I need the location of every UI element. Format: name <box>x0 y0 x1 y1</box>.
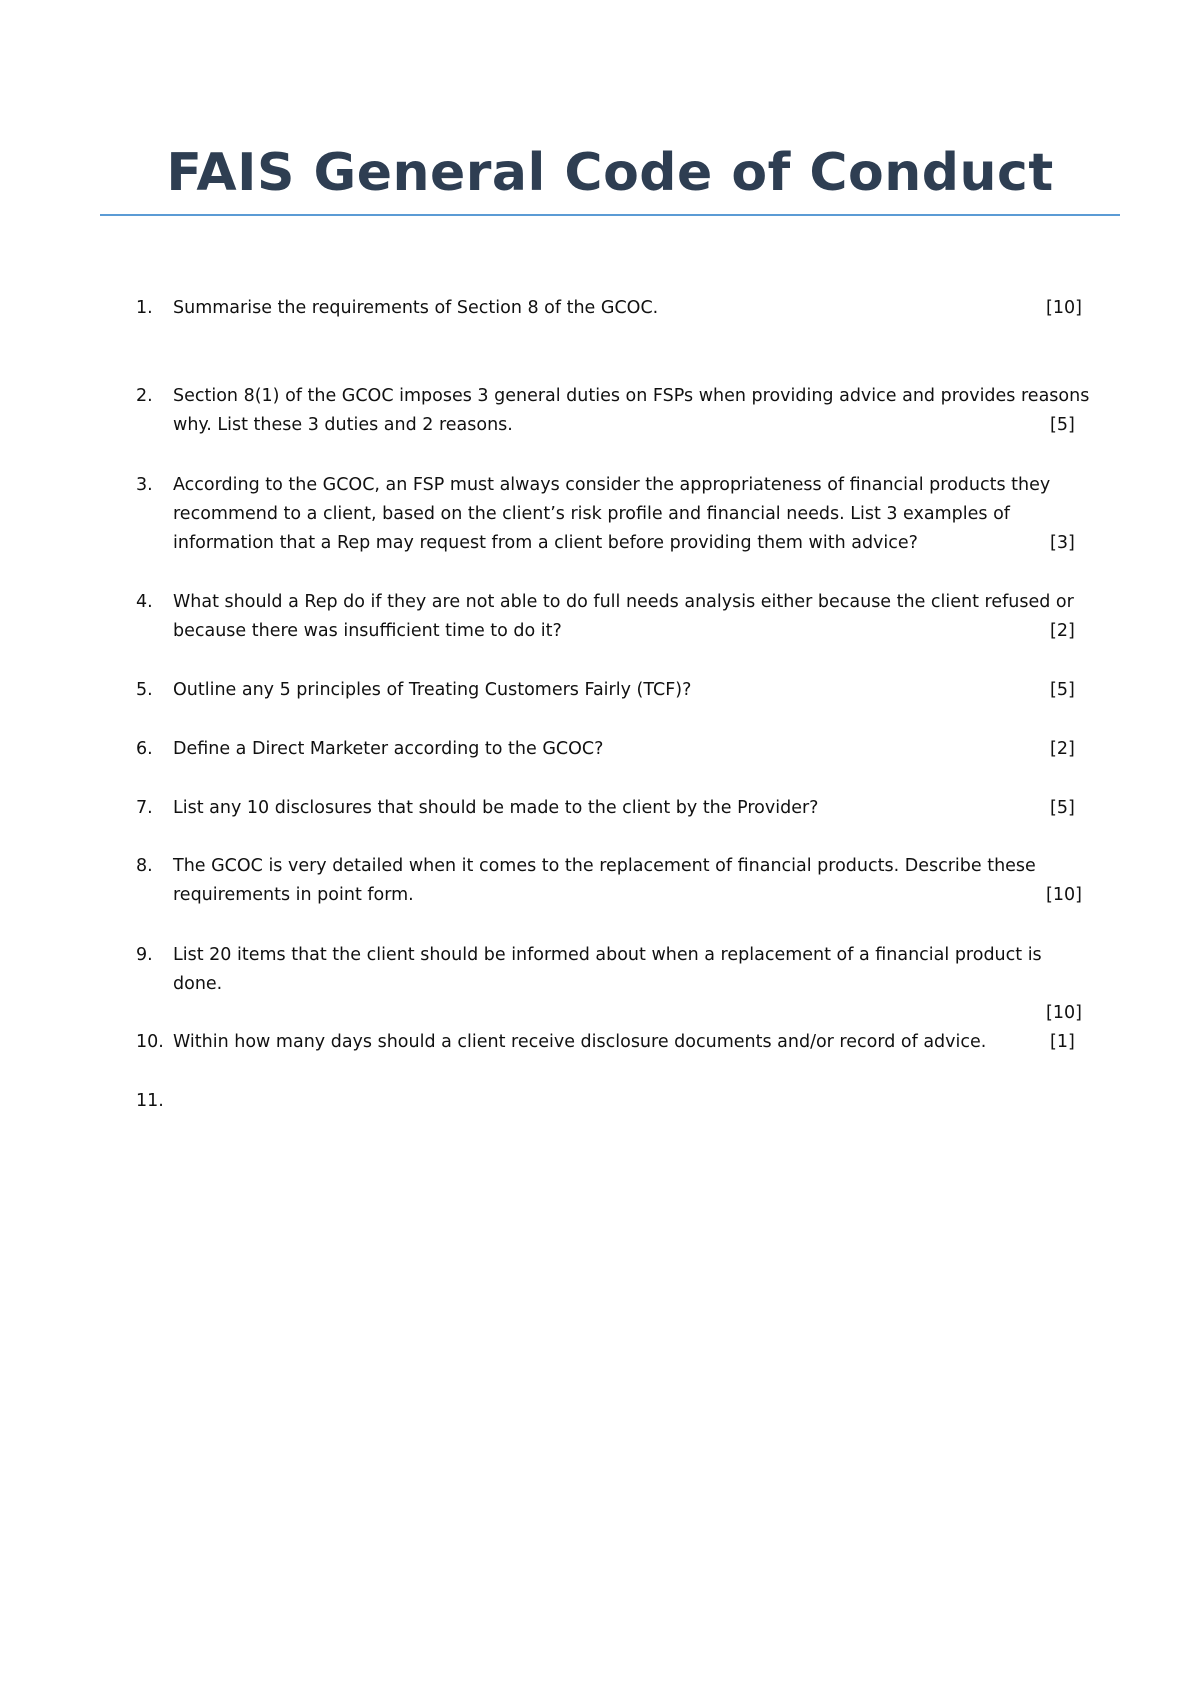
question-number: 10. <box>136 1032 164 1052</box>
question-marks: [5] <box>1050 798 1075 818</box>
question-text <box>173 294 1123 323</box>
question-marks: [2] <box>1050 621 1075 641</box>
question-number: 3. <box>136 475 153 495</box>
question-marks: [5] <box>1050 415 1075 435</box>
question-text <box>173 471 1123 558</box>
question-text <box>173 676 1123 705</box>
question-marks: [10] <box>1046 1003 1082 1023</box>
question-number: 1. <box>136 298 153 318</box>
question-line: because there was insufficient time to do it? <box>173 621 562 641</box>
question-marks: [5] <box>1050 680 1075 700</box>
question-line: recommend to a client, based on the client’s risk profile and financial needs. List 3 examples of <box>173 504 1010 524</box>
question-number: 2. <box>136 386 153 406</box>
question-marks: [10] <box>1046 298 1082 318</box>
title-underline <box>100 214 1120 216</box>
question-line: List any 10 disclosures that should be made to the client by the Provider? <box>173 798 819 818</box>
question-number: 9. <box>136 945 153 965</box>
question-marks: [2] <box>1050 739 1075 759</box>
question-line: Section 8(1) of the GCOC imposes 3 general duties on FSPs when providing advice and provides reasons <box>173 386 1090 406</box>
question-number: 8. <box>136 856 153 876</box>
question-line: done. <box>173 974 223 994</box>
question-text <box>173 735 1123 764</box>
question-line: Define a Direct Marketer according to the GCOC? <box>173 739 604 759</box>
question-number: 6. <box>136 739 153 759</box>
question-line: The GCOC is very detailed when it comes to the replacement of financial products. Describe these <box>173 856 1036 876</box>
question-line: What should a Rep do if they are not able to do full needs analysis either because the client refused or <box>173 592 1074 612</box>
question-number: 7. <box>136 798 153 818</box>
question-line: information that a Rep may request from a client before providing them with advice? <box>173 533 918 553</box>
question-marks: [10] <box>1046 885 1082 905</box>
question-line: Outline any 5 principles of Treating Customers Fairly (TCF)? <box>173 680 692 700</box>
page-title: FAIS General Code of Conduct <box>166 143 1054 203</box>
question-text <box>173 588 1123 646</box>
question-marks: [3] <box>1050 533 1075 553</box>
question-line: Within how many days should a client receive disclosure documents and/or record of advice. <box>173 1032 987 1052</box>
question-number: 11. <box>136 1091 164 1111</box>
question-line: According to the GCOC, an FSP must always consider the appropriateness of financial products they <box>173 475 1051 495</box>
question-line: Summarise the requirements of Section 8 of the GCOC. <box>173 298 659 318</box>
question-text <box>173 1028 1123 1057</box>
question-line: List 20 items that the client should be informed about when a replacement of a financial product is <box>173 945 1042 965</box>
question-line: why. List these 3 duties and 2 reasons. <box>173 415 513 435</box>
question-line: requirements in point form. <box>173 885 414 905</box>
question-marks: [1] <box>1050 1032 1075 1052</box>
question-text <box>173 852 1123 910</box>
question-text <box>173 794 1123 823</box>
question-number: 5. <box>136 680 153 700</box>
question-text <box>173 941 1123 999</box>
question-text <box>173 382 1123 440</box>
question-number: 4. <box>136 592 153 612</box>
